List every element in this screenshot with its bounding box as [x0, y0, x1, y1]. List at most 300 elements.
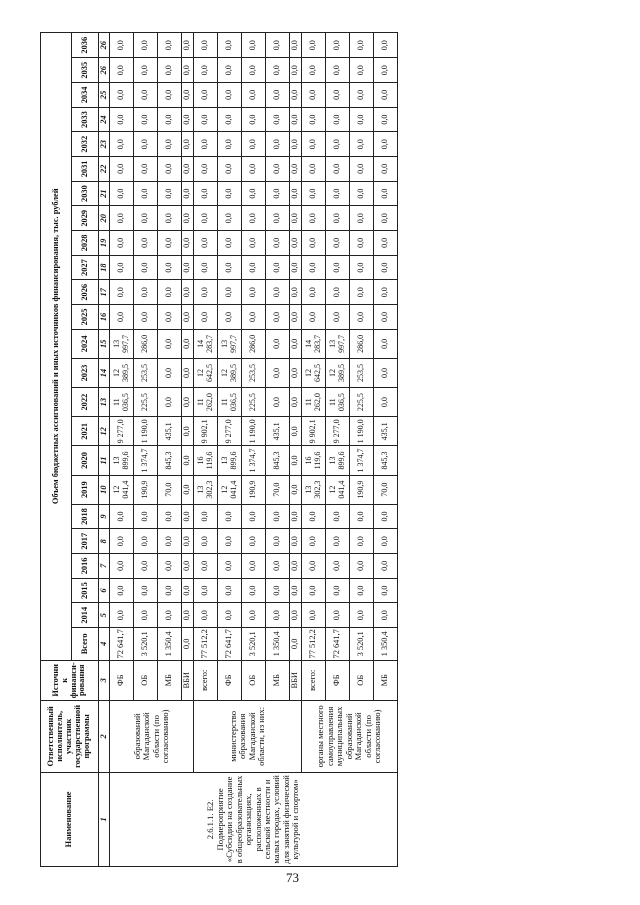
value-cell: 0,0 — [290, 157, 302, 182]
value-cell: 0,0 — [266, 132, 290, 157]
value-cell: 0,0 — [290, 132, 302, 157]
value-cell: 0,0 — [194, 280, 218, 305]
header-total: Всего — [72, 628, 99, 661]
value-cell: 0,0 — [194, 181, 218, 206]
value-cell: 0,0 — [134, 255, 158, 280]
value-cell: 0,0 — [326, 280, 350, 305]
header-year: 2014 — [72, 603, 99, 628]
value-cell: 0,0 — [218, 554, 242, 579]
value-cell: 9 277,0 — [326, 417, 350, 446]
value-cell: 0,0 — [182, 206, 194, 231]
value-cell: 0,0 — [158, 58, 182, 83]
value-cell: 0,0 — [194, 554, 218, 579]
value-cell: 12 642,5 — [194, 358, 218, 387]
value-cell: 0,0 — [326, 504, 350, 529]
header-year: 2019 — [72, 475, 99, 504]
value-cell: 0,0 — [158, 33, 182, 58]
value-cell: 0,0 — [290, 231, 302, 256]
value-cell: 0,0 — [374, 578, 398, 603]
source-cell: ФБ — [110, 660, 134, 700]
value-cell: 0,0 — [302, 255, 326, 280]
value-cell: 9 277,0 — [218, 417, 242, 446]
value-cell: 0,0 — [158, 83, 182, 108]
value-cell: 0,0 — [290, 58, 302, 83]
header-year: 2026 — [72, 280, 99, 305]
value-cell: 0,0 — [182, 280, 194, 305]
value-cell: 0,0 — [110, 578, 134, 603]
column-number: 3 — [99, 660, 110, 700]
value-cell: 0,0 — [158, 107, 182, 132]
total-cell: 0,0 — [290, 628, 302, 661]
value-cell: 0,0 — [350, 504, 374, 529]
value-cell: 11 036,5 — [110, 388, 134, 417]
value-cell: 0,0 — [158, 157, 182, 182]
value-cell: 0,0 — [134, 83, 158, 108]
header-year: 2035 — [72, 58, 99, 83]
column-number: 26 — [99, 58, 110, 83]
column-number: 21 — [99, 181, 110, 206]
column-number-row — [99, 33, 110, 867]
value-cell: 0,0 — [182, 58, 194, 83]
value-cell: 0,0 — [182, 603, 194, 628]
column-number: 26 — [99, 33, 110, 58]
value-cell: 0,0 — [158, 529, 182, 554]
value-cell: 0,0 — [302, 603, 326, 628]
value-cell: 0,0 — [302, 529, 326, 554]
value-cell: 0,0 — [266, 33, 290, 58]
column-number: 11 — [99, 446, 110, 475]
value-cell: 1 190,0 — [350, 417, 374, 446]
value-cell: 0,0 — [182, 504, 194, 529]
value-cell: 0,0 — [350, 603, 374, 628]
value-cell: 13 302,3 — [194, 475, 218, 504]
source-cell: всего: — [302, 660, 326, 700]
value-cell: 12 389,5 — [218, 358, 242, 387]
value-cell: 0,0 — [110, 181, 134, 206]
value-cell: 0,0 — [218, 132, 242, 157]
executor-cell: образований Магаданской области (по согласованию) — [110, 700, 194, 772]
value-cell: 14 283,7 — [302, 329, 326, 358]
value-cell: 0,0 — [266, 504, 290, 529]
value-cell: 13 899,6 — [218, 446, 242, 475]
value-cell: 0,0 — [266, 358, 290, 387]
value-cell: 0,0 — [350, 206, 374, 231]
value-cell: 0,0 — [302, 83, 326, 108]
value-cell: 13 899,6 — [326, 446, 350, 475]
value-cell: 0,0 — [194, 206, 218, 231]
value-cell: 0,0 — [374, 107, 398, 132]
value-cell: 0,0 — [242, 132, 266, 157]
value-cell: 11 262,0 — [194, 388, 218, 417]
value-cell: 0,0 — [110, 603, 134, 628]
value-cell: 0,0 — [350, 280, 374, 305]
value-cell: 0,0 — [158, 504, 182, 529]
value-cell: 0,0 — [194, 157, 218, 182]
value-cell: 0,0 — [290, 554, 302, 579]
value-cell: 11 262,0 — [302, 388, 326, 417]
column-number: 4 — [99, 628, 110, 661]
value-cell: 225,5 — [350, 388, 374, 417]
value-cell: 0,0 — [326, 132, 350, 157]
value-cell: 0,0 — [374, 554, 398, 579]
value-cell: 0,0 — [134, 231, 158, 256]
value-cell: 0,0 — [158, 554, 182, 579]
value-cell: 12 389,5 — [326, 358, 350, 387]
value-cell: 0,0 — [302, 231, 326, 256]
total-cell: 1 350,4 — [374, 628, 398, 661]
value-cell: 0,0 — [110, 280, 134, 305]
value-cell: 0,0 — [290, 388, 302, 417]
column-number: 20 — [99, 206, 110, 231]
value-cell: 0,0 — [242, 231, 266, 256]
value-cell: 0,0 — [182, 157, 194, 182]
executor-cell: министерство образования Магаданской области, из них: — [194, 700, 302, 772]
value-cell: 0,0 — [158, 603, 182, 628]
rotated-table-container — [40, 32, 610, 867]
value-cell: 0,0 — [374, 255, 398, 280]
value-cell: 0,0 — [242, 107, 266, 132]
header-year: 2032 — [72, 132, 99, 157]
value-cell: 0,0 — [290, 603, 302, 628]
value-cell: 9 277,0 — [110, 417, 134, 446]
header-year: 2023 — [72, 358, 99, 387]
value-cell: 0,0 — [290, 107, 302, 132]
total-cell: 3 520,1 — [350, 628, 374, 661]
value-cell: 0,0 — [242, 305, 266, 330]
value-cell: 0,0 — [182, 554, 194, 579]
value-cell: 0,0 — [326, 603, 350, 628]
value-cell: 0,0 — [374, 388, 398, 417]
value-cell: 0,0 — [110, 157, 134, 182]
value-cell: 0,0 — [182, 446, 194, 475]
value-cell: 9 902,1 — [194, 417, 218, 446]
header-volume: Объем бюджетных ассигнований и иных источников финансирования, тыс. рублей — [41, 33, 72, 661]
value-cell: 0,0 — [218, 529, 242, 554]
value-cell: 0,0 — [290, 206, 302, 231]
value-cell: 0,0 — [302, 181, 326, 206]
value-cell: 16 119,6 — [194, 446, 218, 475]
header-year: 2021 — [72, 417, 99, 446]
value-cell: 1 190,0 — [242, 417, 266, 446]
total-cell: 77 512,2 — [194, 628, 218, 661]
value-cell: 12 642,5 — [302, 358, 326, 387]
value-cell: 0,0 — [182, 255, 194, 280]
value-cell: 0,0 — [302, 280, 326, 305]
value-cell: 0,0 — [182, 417, 194, 446]
value-cell: 0,0 — [218, 305, 242, 330]
value-cell: 0,0 — [218, 181, 242, 206]
value-cell: 0,0 — [182, 305, 194, 330]
value-cell: 0,0 — [110, 554, 134, 579]
value-cell: 0,0 — [350, 255, 374, 280]
value-cell: 13 997,7 — [110, 329, 134, 358]
source-cell: всего: — [194, 660, 218, 700]
value-cell: 0,0 — [374, 181, 398, 206]
value-cell: 0,0 — [242, 181, 266, 206]
source-cell: ВБИ — [182, 660, 194, 700]
table-row — [302, 33, 326, 867]
value-cell: 0,0 — [194, 578, 218, 603]
value-cell: 0,0 — [266, 529, 290, 554]
value-cell: 0,0 — [242, 504, 266, 529]
value-cell: 12 041,4 — [110, 475, 134, 504]
header-executor: Ответственный исполнитель, участник государственной программы — [41, 700, 99, 772]
value-cell: 0,0 — [134, 206, 158, 231]
value-cell: 435,1 — [158, 417, 182, 446]
value-cell: 286,0 — [350, 329, 374, 358]
value-cell: 0,0 — [182, 231, 194, 256]
header-name: Наименование — [41, 772, 99, 866]
header-row-top — [41, 33, 72, 867]
value-cell: 0,0 — [182, 578, 194, 603]
value-cell: 845,3 — [374, 446, 398, 475]
value-cell: 0,0 — [302, 578, 326, 603]
value-cell: 0,0 — [218, 578, 242, 603]
value-cell: 0,0 — [134, 33, 158, 58]
value-cell: 13 899,6 — [110, 446, 134, 475]
source-cell: ФБ — [326, 660, 350, 700]
value-cell: 0,0 — [242, 58, 266, 83]
value-cell: 0,0 — [110, 305, 134, 330]
value-cell: 0,0 — [110, 206, 134, 231]
header-year: 2030 — [72, 181, 99, 206]
value-cell: 0,0 — [326, 58, 350, 83]
header-year: 2034 — [72, 83, 99, 108]
header-year: 2018 — [72, 504, 99, 529]
value-cell: 0,0 — [266, 157, 290, 182]
value-cell: 0,0 — [374, 58, 398, 83]
value-cell: 0,0 — [374, 358, 398, 387]
value-cell: 0,0 — [158, 358, 182, 387]
value-cell: 0,0 — [266, 578, 290, 603]
value-cell: 0,0 — [134, 529, 158, 554]
source-cell: МБ — [158, 660, 182, 700]
value-cell: 0,0 — [326, 554, 350, 579]
value-cell: 0,0 — [290, 33, 302, 58]
value-cell: 0,0 — [290, 329, 302, 358]
column-number: 19 — [99, 231, 110, 256]
value-cell: 70,0 — [374, 475, 398, 504]
total-cell: 1 350,4 — [158, 628, 182, 661]
value-cell: 0,0 — [110, 231, 134, 256]
value-cell: 0,0 — [326, 181, 350, 206]
table-row — [110, 33, 134, 867]
value-cell: 0,0 — [290, 446, 302, 475]
value-cell: 0,0 — [302, 107, 326, 132]
value-cell: 0,0 — [326, 83, 350, 108]
value-cell: 0,0 — [266, 305, 290, 330]
total-cell: 72 641,7 — [218, 628, 242, 661]
value-cell: 0,0 — [218, 504, 242, 529]
value-cell: 0,0 — [374, 132, 398, 157]
value-cell: 0,0 — [374, 231, 398, 256]
value-cell: 0,0 — [182, 529, 194, 554]
value-cell: 9 902,1 — [302, 417, 326, 446]
header-year: 2027 — [72, 255, 99, 280]
value-cell: 0,0 — [158, 181, 182, 206]
total-cell: 3 520,1 — [242, 628, 266, 661]
value-cell: 0,0 — [350, 83, 374, 108]
value-cell: 0,0 — [182, 181, 194, 206]
value-cell: 0,0 — [290, 475, 302, 504]
value-cell: 190,9 — [134, 475, 158, 504]
value-cell: 0,0 — [350, 181, 374, 206]
column-number: 13 — [99, 388, 110, 417]
value-cell: 0,0 — [158, 305, 182, 330]
header-year: 2016 — [72, 554, 99, 579]
value-cell: 0,0 — [158, 388, 182, 417]
value-cell: 0,0 — [242, 529, 266, 554]
value-cell: 0,0 — [326, 255, 350, 280]
source-cell: ОБ — [350, 660, 374, 700]
budget-table — [40, 32, 398, 867]
value-cell: 16 119,6 — [302, 446, 326, 475]
value-cell: 0,0 — [266, 388, 290, 417]
header-year: 2036 — [72, 33, 99, 58]
value-cell: 0,0 — [182, 388, 194, 417]
value-cell: 0,0 — [134, 305, 158, 330]
value-cell: 0,0 — [290, 305, 302, 330]
value-cell: 0,0 — [218, 603, 242, 628]
value-cell: 0,0 — [110, 33, 134, 58]
value-cell: 0,0 — [302, 33, 326, 58]
value-cell: 0,0 — [218, 107, 242, 132]
source-cell: ВБИ — [290, 660, 302, 700]
value-cell: 0,0 — [290, 417, 302, 446]
value-cell: 0,0 — [110, 132, 134, 157]
value-cell: 1 190,0 — [134, 417, 158, 446]
value-cell: 0,0 — [266, 181, 290, 206]
value-cell: 0,0 — [158, 329, 182, 358]
value-cell: 0,0 — [290, 358, 302, 387]
value-cell: 0,0 — [374, 83, 398, 108]
value-cell: 0,0 — [158, 255, 182, 280]
value-cell: 0,0 — [290, 280, 302, 305]
value-cell: 0,0 — [266, 83, 290, 108]
value-cell: 11 036,5 — [326, 388, 350, 417]
column-number: 25 — [99, 83, 110, 108]
column-number: 17 — [99, 280, 110, 305]
value-cell: 0,0 — [374, 529, 398, 554]
value-cell: 0,0 — [242, 554, 266, 579]
value-cell: 0,0 — [302, 206, 326, 231]
value-cell: 190,9 — [242, 475, 266, 504]
total-cell: 72 641,7 — [110, 628, 134, 661]
value-cell: 0,0 — [350, 157, 374, 182]
header-year: 2022 — [72, 388, 99, 417]
page-number: 73 — [286, 870, 299, 885]
value-cell: 253,5 — [134, 358, 158, 387]
value-cell: 0,0 — [374, 305, 398, 330]
total-cell: 1 350,4 — [266, 628, 290, 661]
value-cell: 0,0 — [134, 132, 158, 157]
value-cell: 0,0 — [110, 83, 134, 108]
value-cell: 0,0 — [218, 206, 242, 231]
column-number: 24 — [99, 107, 110, 132]
value-cell: 0,0 — [134, 603, 158, 628]
value-cell: 0,0 — [158, 231, 182, 256]
value-cell: 0,0 — [134, 504, 158, 529]
value-cell: 286,0 — [242, 329, 266, 358]
total-cell: 77 512,2 — [302, 628, 326, 661]
value-cell: 0,0 — [266, 206, 290, 231]
source-cell: ФБ — [218, 660, 242, 700]
value-cell: 0,0 — [266, 554, 290, 579]
column-number: 6 — [99, 578, 110, 603]
header-year: 2020 — [72, 446, 99, 475]
value-cell: 0,0 — [194, 107, 218, 132]
value-cell: 0,0 — [182, 83, 194, 108]
value-cell: 0,0 — [290, 255, 302, 280]
value-cell: 0,0 — [302, 58, 326, 83]
value-cell: 0,0 — [182, 358, 194, 387]
value-cell: 0,0 — [242, 33, 266, 58]
column-number: 2 — [99, 700, 110, 772]
item-name-cell: 2.6.1.1. Е2. Подмероприятие «Субсидии на создание в общеобразовательных организациях, расположенных в сельской местности и малых городах, условий для занятий физической культурой и спортом» — [110, 772, 398, 866]
value-cell: 0,0 — [326, 206, 350, 231]
value-cell: 0,0 — [374, 504, 398, 529]
value-cell: 0,0 — [218, 231, 242, 256]
value-cell: 0,0 — [350, 58, 374, 83]
value-cell: 845,3 — [158, 446, 182, 475]
source-cell: МБ — [266, 660, 290, 700]
source-cell: МБ — [374, 660, 398, 700]
value-cell: 0,0 — [242, 157, 266, 182]
value-cell: 0,0 — [242, 206, 266, 231]
column-number: 14 — [99, 358, 110, 387]
table-row — [194, 33, 218, 867]
value-cell: 253,5 — [242, 358, 266, 387]
header-year: 2033 — [72, 107, 99, 132]
value-cell: 1 374,7 — [134, 446, 158, 475]
value-cell: 0,0 — [350, 554, 374, 579]
value-cell: 0,0 — [302, 132, 326, 157]
value-cell: 0,0 — [110, 255, 134, 280]
total-cell: 0,0 — [182, 628, 194, 661]
column-number: 12 — [99, 417, 110, 446]
value-cell: 0,0 — [110, 58, 134, 83]
value-cell: 0,0 — [158, 578, 182, 603]
value-cell: 0,0 — [326, 578, 350, 603]
executor-cell: органы местного самоуправления муниципальных образований Магаданской области (по согласованию) — [302, 700, 398, 772]
value-cell: 0,0 — [182, 33, 194, 58]
value-cell: 0,0 — [242, 578, 266, 603]
value-cell: 0,0 — [242, 603, 266, 628]
value-cell: 0,0 — [326, 107, 350, 132]
value-cell: 0,0 — [134, 107, 158, 132]
column-number: 15 — [99, 329, 110, 358]
header-year: 2031 — [72, 157, 99, 182]
value-cell: 0,0 — [134, 280, 158, 305]
value-cell: 0,0 — [218, 255, 242, 280]
header-year: 2024 — [72, 329, 99, 358]
column-number: 5 — [99, 603, 110, 628]
value-cell: 0,0 — [290, 181, 302, 206]
value-cell: 0,0 — [374, 33, 398, 58]
value-cell: 0,0 — [290, 529, 302, 554]
value-cell: 0,0 — [242, 255, 266, 280]
value-cell: 0,0 — [302, 504, 326, 529]
value-cell: 0,0 — [374, 157, 398, 182]
value-cell: 0,0 — [218, 280, 242, 305]
value-cell: 0,0 — [290, 504, 302, 529]
value-cell: 0,0 — [182, 107, 194, 132]
value-cell: 0,0 — [134, 181, 158, 206]
value-cell: 225,5 — [242, 388, 266, 417]
value-cell: 0,0 — [326, 529, 350, 554]
value-cell: 0,0 — [266, 231, 290, 256]
value-cell: 0,0 — [110, 529, 134, 554]
